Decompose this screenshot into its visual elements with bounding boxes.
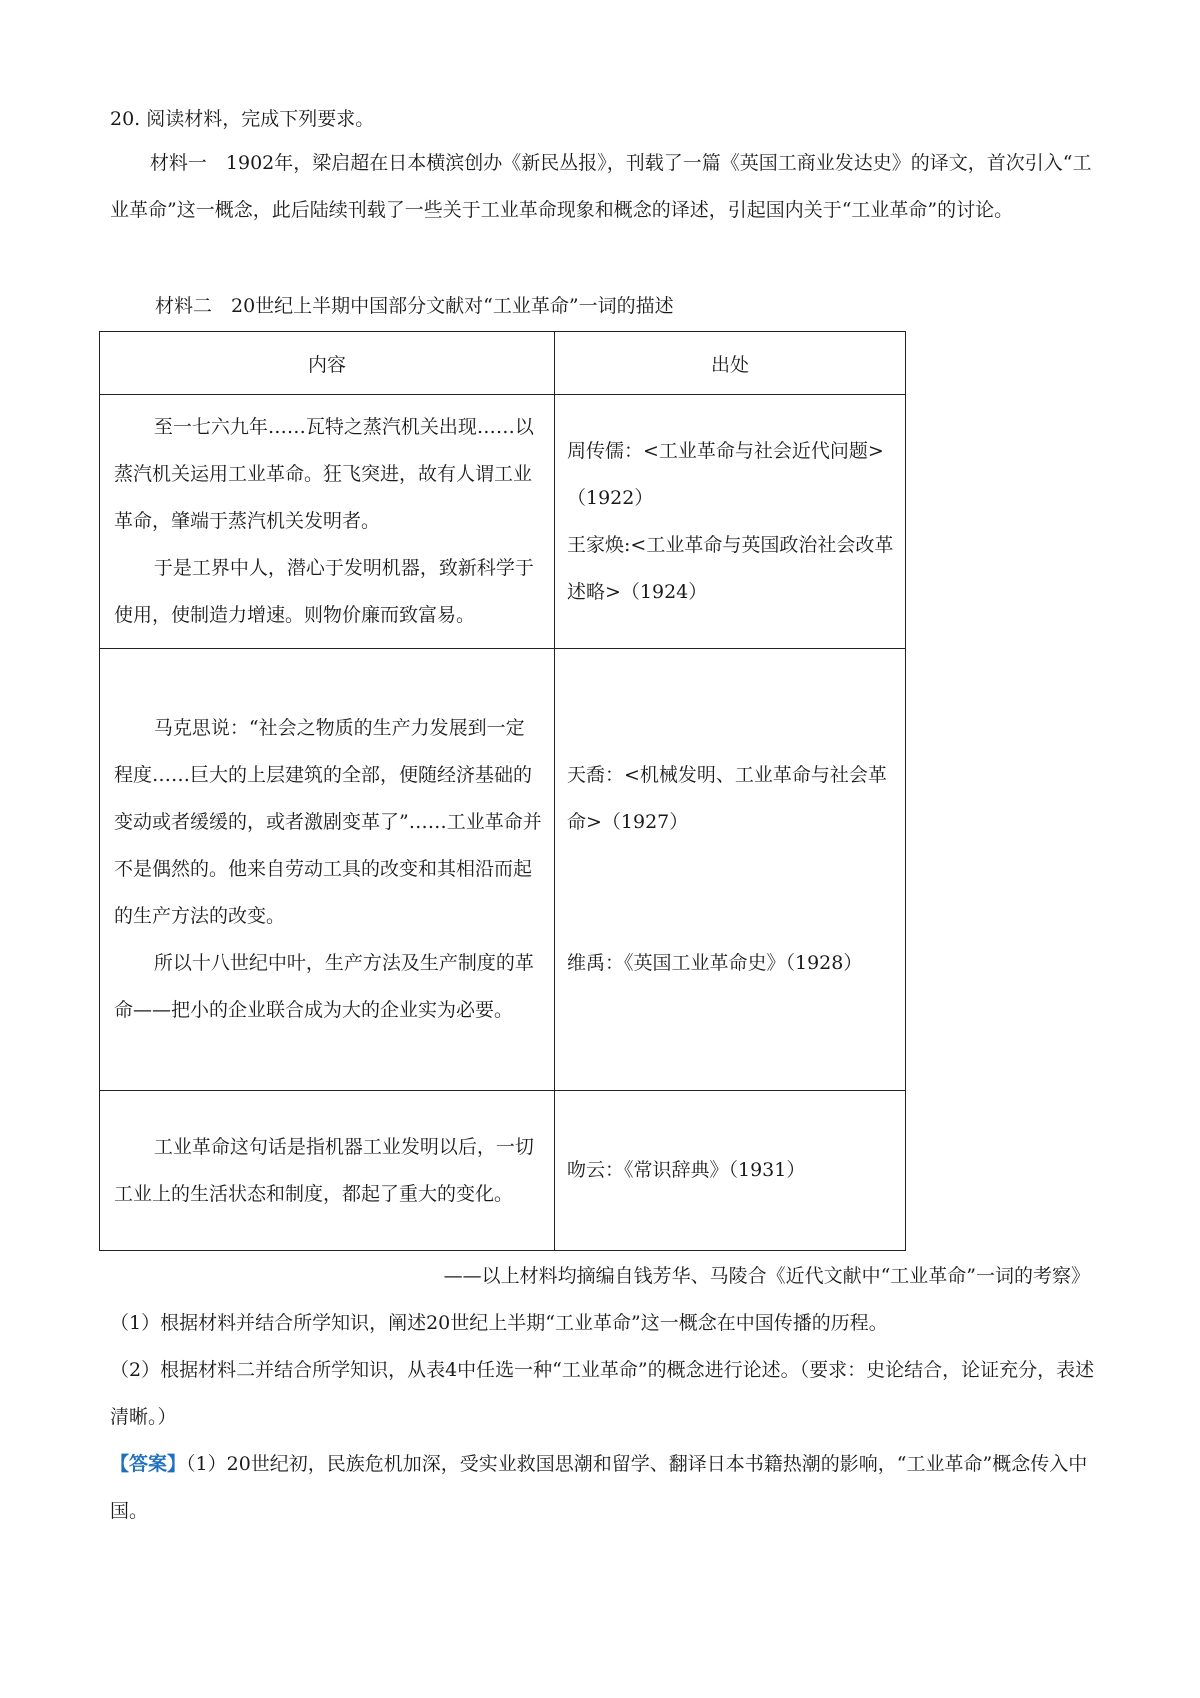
content-paragraph: 马克思说：“社会之物质的生产力发展到一定程度……巨大的上层建筑的全部，便随经济基础的变动或者缓缓的，或者激剧变革了”……工业革命并不是偶然的。他来自劳动工具的改变和其相沿而起的生产方法的改变。: [114, 717, 542, 927]
table-row: [100, 1091, 906, 1251]
answer: [110, 1441, 1100, 1535]
subquestion-2: （2）根据材料二并结合所学知识，从表4中任选一种“工业革命”的概念进行论述。（要求：史论结合，论证充分，表述清晰。）: [110, 1359, 1095, 1428]
header-source: 出处: [555, 332, 906, 395]
table-header-row: [100, 332, 906, 395]
content-paragraph: 至一七六九年……瓦特之蒸汽机关出现……以蒸汽机关运用工业革命。狂飞突进，故有人谓工业革命，肇端于蒸汽机关发明者。: [114, 416, 534, 532]
source-entry: 维禹：《英国工业革命史》（1928）: [567, 952, 863, 974]
answer-text: （1）20世纪初，民族危机加深，受实业救国思潮和留学、翻译日本书籍热潮的影响，“工业革命”概念传入中国。: [110, 1453, 1088, 1522]
spacer: [567, 846, 895, 940]
table-row: [100, 649, 906, 1091]
header-content: 内容: [100, 332, 555, 395]
source-entry: 吻云：《常识辞典》（1931）: [567, 1159, 806, 1181]
content-cell: [100, 1091, 555, 1251]
question-title: 20. 阅读材料，完成下列要求。: [110, 108, 375, 130]
source-cell: [555, 1091, 906, 1251]
source-entry: 天喬：<机械发明、工业革命与社会革命>（1927）: [567, 764, 887, 833]
source-entry: 周传儒：<工业革命与社会近代问题>（1922）: [567, 439, 884, 509]
material-two-title: 材料二 20世纪上半期中国部分文献对“工业革命”一词的描述: [155, 295, 674, 317]
subquestion-1: （1）根据材料并结合所学知识，阐述20世纪上半期“工业革命”这一概念在中国传播的历程。: [110, 1312, 888, 1334]
content-paragraph: 于是工界中人，潜心于发明机器，致新科学于使用，使制造力增速。则物价廉而致富易。: [114, 557, 534, 626]
content-paragraph: 所以十八世纪中叶，生产方法及生产制度的革命——把小的企业联合成为大的企业实为必要。: [114, 952, 534, 1021]
source-entry: 王家焕:<工业革命与英国政治社会改革述略>（1924）: [567, 533, 894, 603]
material-one: 材料一 1902年，梁启超在日本横滨创办《新民丛报》，刊载了一篇《英国工商业发达史》的译文，首次引入“工业革命”这一概念，此后陆续刊载了一些关于工业革命现象和概念的译述，引起国内关于“工业革命”的讨论。: [110, 152, 1092, 221]
source-cell: [555, 649, 906, 1091]
source-cell: [555, 395, 906, 649]
content-cell: [100, 649, 555, 1091]
table-row: [100, 395, 906, 649]
content-cell: [100, 395, 555, 649]
content-paragraph: 工业革命这句话是指机器工业发明以后，一切工业上的生活状态和制度，都起了重大的变化。: [114, 1135, 534, 1205]
answer-tag: 【答案】: [110, 1453, 187, 1475]
literature-table: [99, 331, 906, 1251]
citation: ——以上材料均摘编自钱芳华、马陵合《近代文献中“工业革命”一词的考察》: [443, 1265, 1090, 1287]
